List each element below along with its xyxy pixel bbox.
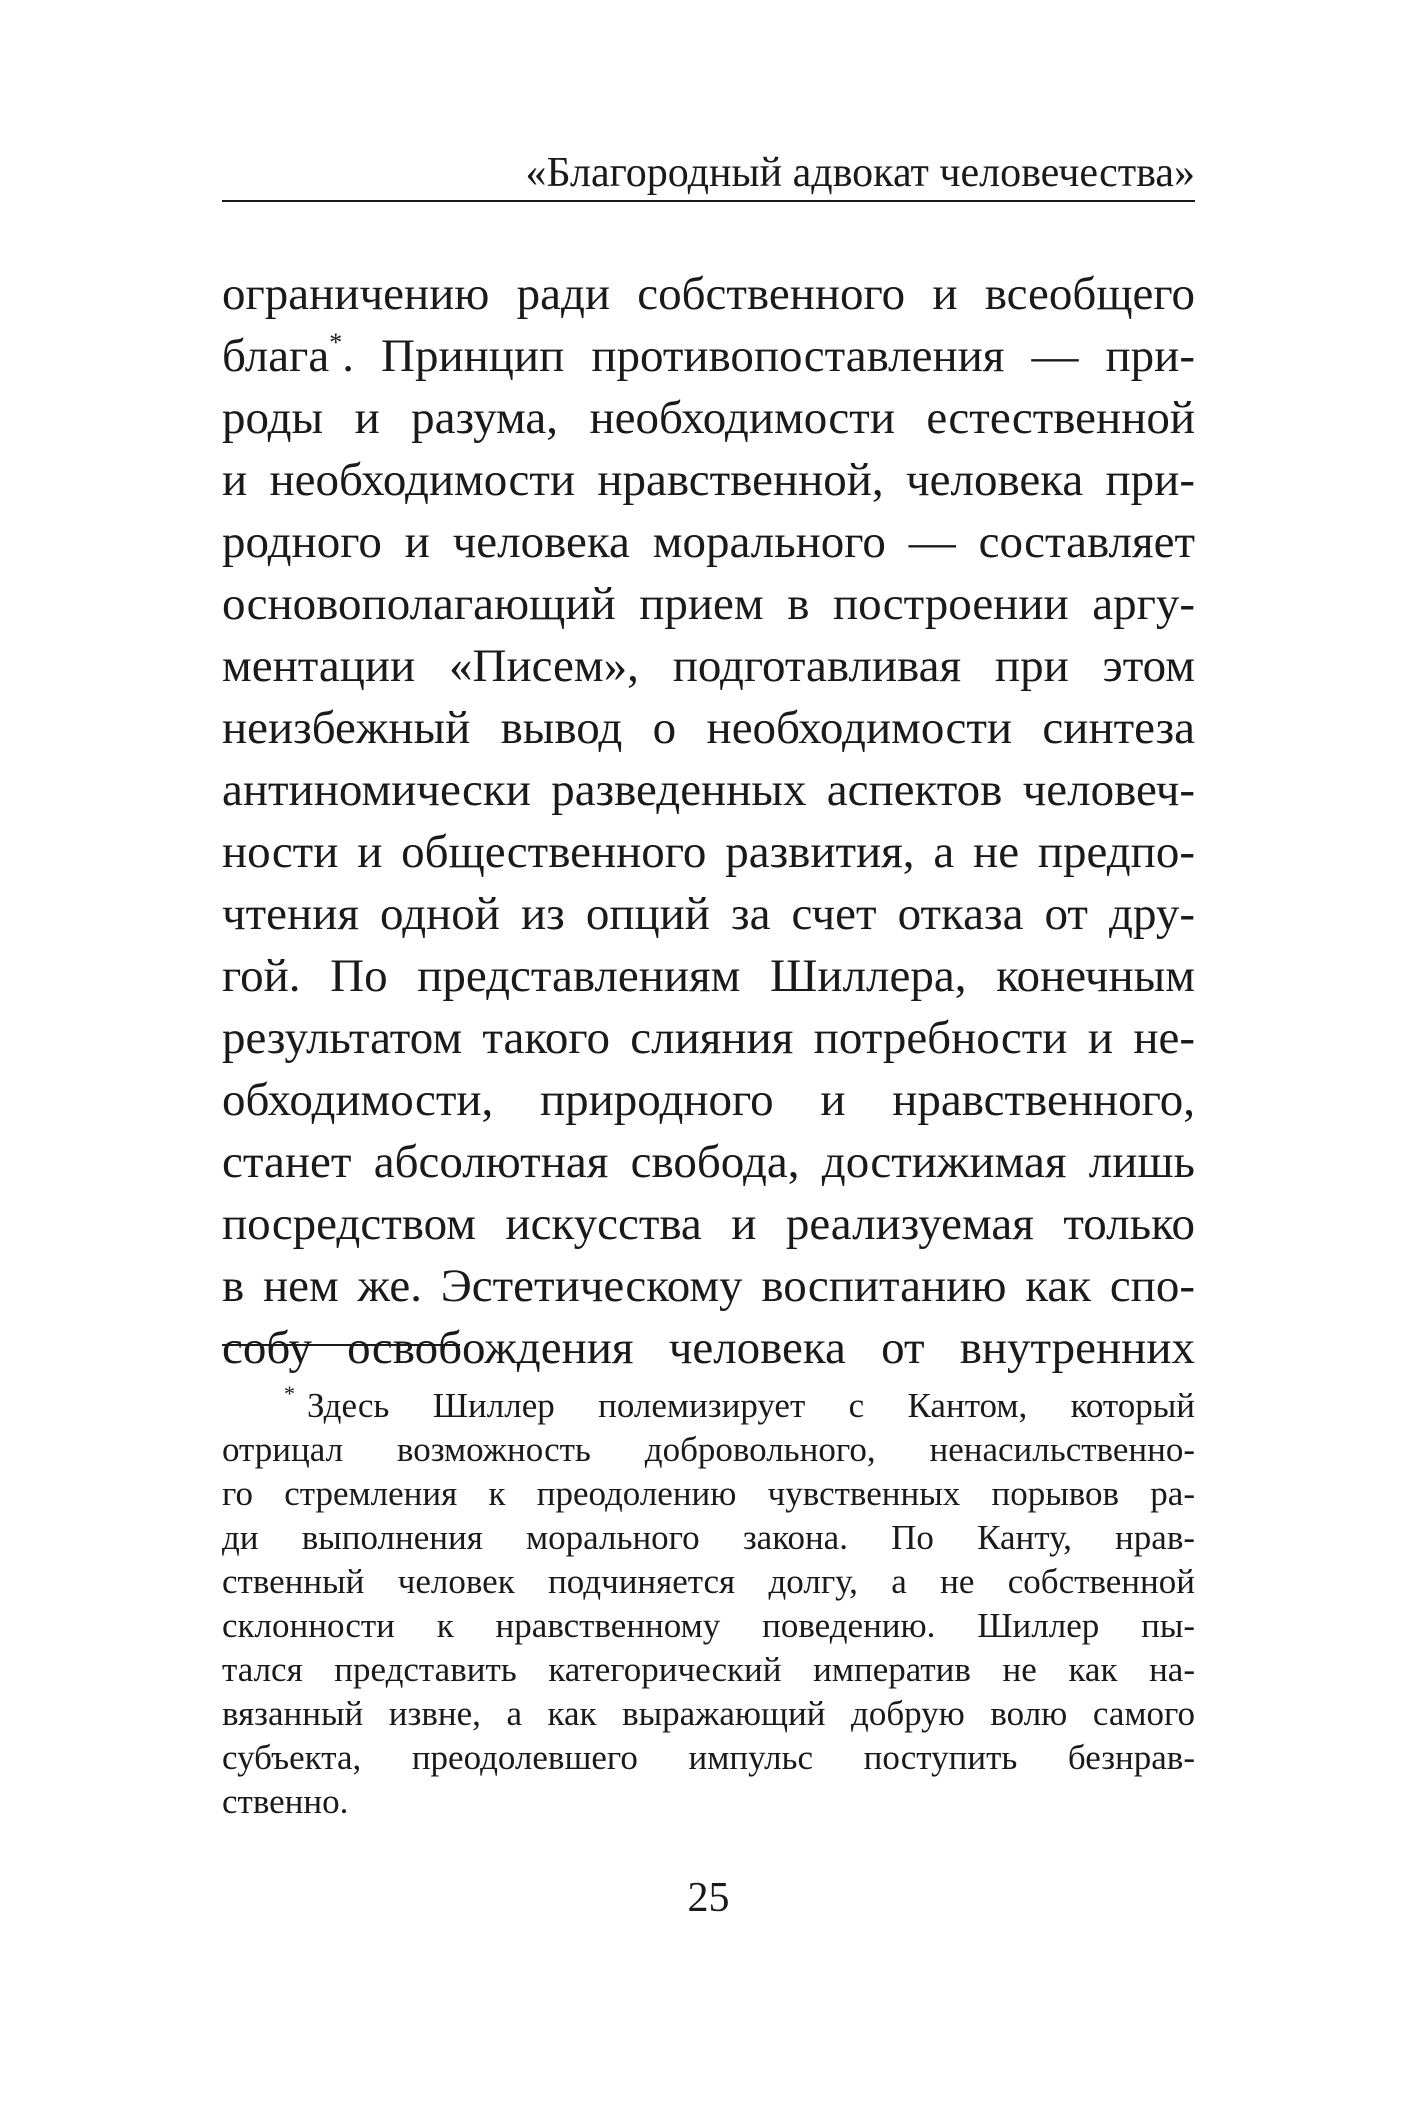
footnote-line: ственно.: [222, 1782, 349, 1821]
text-line: чтения одной из опций за счет отказа от дру-: [222, 888, 1195, 940]
footnote-line: ди выполнения морального закона. По Канту, нрав-: [222, 1518, 1195, 1557]
text-line: и необходимости нравственной, человека при-: [222, 454, 1195, 506]
page-number: 25: [687, 1875, 730, 1921]
footnote-separator: [222, 1344, 460, 1346]
text-line: неизбежный вывод о необходимости синтеза: [222, 702, 1195, 754]
text-line: посредством искусства и реализуемая только: [222, 1198, 1195, 1250]
text-line: родного и человека морального — составляет: [222, 516, 1195, 568]
footnote-line: отрицал возможность добровольного, ненасильственно-: [222, 1430, 1195, 1469]
text-line: антиномически разведенных аспектов человеч-: [222, 764, 1195, 816]
running-head: «Благородный адвокат человечества»: [525, 150, 1195, 196]
footnote-line: склонности к нравственному поведению. Шиллер пы-: [222, 1606, 1195, 1645]
text-line: в нем же. Эстетическому воспитанию как спо-: [222, 1260, 1195, 1312]
footnote: [222, 1384, 1195, 1824]
footnote-line: го стремления к преодолению чувственных порывов ра-: [222, 1474, 1195, 1513]
footnote-text: Здесь Шиллер полемизирует с Кантом, который: [307, 1386, 1195, 1425]
text-line: станет абсолютная свобода, достижимая лишь: [222, 1136, 1195, 1188]
footnote-line: [222, 1384, 1195, 1428]
text-line: основополагающий прием в построении аргу-: [222, 578, 1195, 630]
footnote-reference[interactable]: *: [329, 328, 343, 357]
text-fragment: . Принцип противопоставления — при-: [342, 330, 1195, 382]
text-line: ности и общественного развития, а не предпо-: [222, 826, 1195, 878]
body-text: [222, 263, 1195, 1379]
text-line: ограничению ради собственного и всеобщего: [222, 268, 1195, 320]
footnote-line: вязанный извне, а как выражающий добрую волю самого: [222, 1694, 1195, 1733]
text-line: [222, 325, 1195, 387]
text-fragment: блага: [222, 330, 330, 382]
text-line: роды и разума, необходимости естественной: [222, 392, 1195, 444]
text-line: обходимости, природного и нравственного,: [222, 1074, 1195, 1126]
footnote-line: ственный человек подчиняется долгу, а не собственной: [222, 1562, 1195, 1601]
text-line: собу освобождения человека от внутренних: [222, 1322, 1195, 1374]
footnote-line: тался представить категорический императив не как на-: [222, 1650, 1195, 1689]
text-line: гой. По представлениям Шиллера, конечным: [222, 950, 1195, 1002]
text-line: результатом такого слияния потребности и не-: [222, 1012, 1195, 1064]
text-line: ментации «Писем», подготавливая при этом: [222, 640, 1195, 692]
footnote-line: субъекта, преодолевшего импульс поступить безнрав-: [222, 1738, 1195, 1777]
header-rule: [222, 200, 1195, 202]
footnote-marker: *: [284, 1384, 295, 1406]
